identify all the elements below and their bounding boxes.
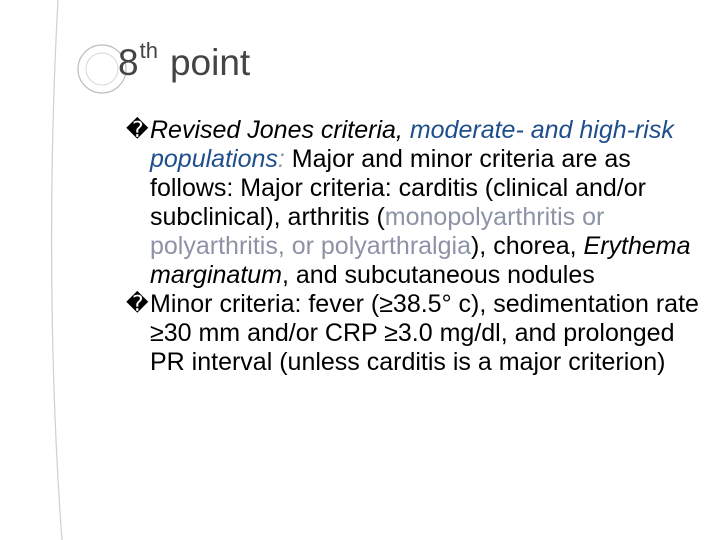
slide-title xyxy=(118,38,251,83)
bullet-marker-icon: � xyxy=(126,118,149,143)
text-run: monopolyarthritis or polyarthritis, or polyarthralgia xyxy=(150,203,605,260)
title-superscript: th xyxy=(139,38,158,63)
bullet-marker-icon: � xyxy=(126,292,149,317)
text-run: ), chorea, xyxy=(470,232,584,260)
text-run: , and subcutaneous nodules xyxy=(282,261,595,289)
text-run: moderate- and high-risk populations xyxy=(150,116,674,173)
title-word: point xyxy=(169,42,251,83)
decor-curve xyxy=(52,0,62,540)
bullet-paragraph xyxy=(126,116,706,290)
text-run: Major and minor criteria are as follows: Major criteria: carditis (clinical and/or subclinical), arthritis ( xyxy=(150,145,646,231)
bullet-paragraph xyxy=(126,290,706,377)
slide-body xyxy=(126,116,706,377)
text-run: Minor criteria: fever (≥38.5° c), sedimentation rate ≥30 mm and/or CRP ≥3.0 mg/dl, and prolonged PR interval (unless carditis is a major criterion) xyxy=(150,290,699,376)
text-run: : xyxy=(277,145,285,173)
title-number: 8 xyxy=(118,42,139,83)
text-run: Revised Jones criteria, xyxy=(150,116,410,144)
decor-circle-inner xyxy=(86,53,118,85)
text-run: Erythema marginatum xyxy=(150,232,691,289)
